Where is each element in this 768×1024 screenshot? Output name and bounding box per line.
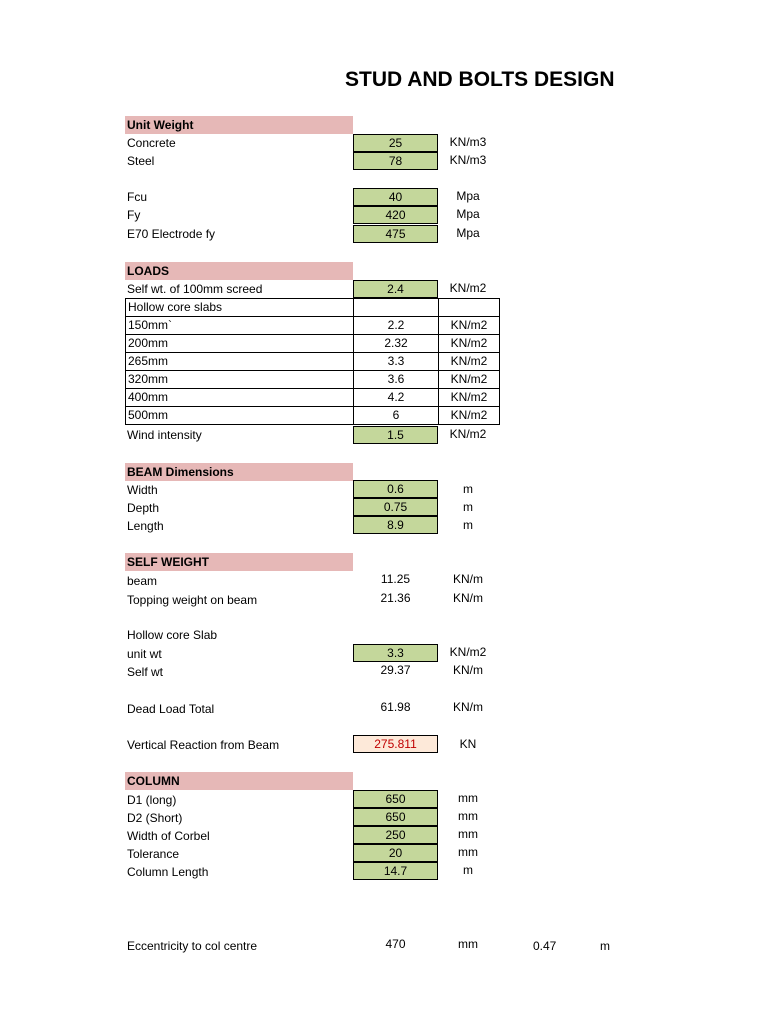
eccentricity-label: Eccentricity to col centre [127,939,258,953]
fcu-value[interactable]: 40 [353,188,438,206]
dead-load-label: Dead Load Total [127,702,215,716]
screed-label: Self wt. of 100mm screed [127,282,263,296]
page-title: STUD AND BOLTS DESIGN [345,68,615,91]
slab-unit: KN/m2 [439,407,500,425]
d2-label: D2 (Short) [127,811,183,825]
eccentricity-unit-m: m [600,939,610,953]
slab-label: 400mm [126,389,354,407]
beam-width-value[interactable]: 0.6 [353,480,438,498]
reaction-value: 275.811 [353,735,438,753]
unit-wt-value[interactable]: 3.3 [353,644,438,662]
dead-load-unit: KN/m [453,700,483,714]
tolerance-label: Tolerance [127,847,180,861]
topping-value: 21.36 [380,591,411,605]
corbel-unit: mm [458,827,478,841]
slab-unit: KN/m2 [439,353,500,371]
screed-value[interactable]: 2.4 [353,280,438,298]
self-wt-unit: KN/m [453,663,483,677]
e70-unit: Mpa [456,226,480,240]
beam-header: BEAM Dimensions [125,463,353,481]
slab-unit: KN/m2 [439,335,500,353]
slab-value[interactable]: 3.3 [354,353,439,371]
slab-value[interactable]: 3.6 [354,371,439,389]
col-length-label: Column Length [127,865,209,879]
screed-unit: KN/m2 [449,281,487,295]
slab-value[interactable]: 2.32 [354,335,439,353]
steel-label: Steel [127,154,155,168]
beam-depth-unit: m [463,500,473,514]
reaction-label: Vertical Reaction from Beam [127,738,280,752]
table-row [126,389,500,407]
concrete-label: Concrete [127,136,176,150]
fy-label: Fy [127,208,141,222]
corbel-value[interactable]: 250 [353,826,438,844]
slab-label: 200mm [126,335,354,353]
beam-width-label: Width [127,483,158,497]
self-wt-value: 29.37 [380,663,411,677]
d2-value[interactable]: 650 [353,808,438,826]
sw-beam-unit: KN/m [453,572,483,586]
hollow-core-slab-label: Hollow core Slab [127,628,218,642]
eccentricity-unit: mm [458,937,478,951]
beam-depth-value[interactable]: 0.75 [353,498,438,516]
topping-label: Topping weight on beam [127,593,258,607]
steel-unit: KN/m3 [449,153,487,167]
reaction-unit: KN [459,737,477,751]
d2-unit: mm [458,809,478,823]
wind-unit: KN/m2 [449,427,487,441]
sw-beam-label: beam [127,574,158,588]
slab-unit: KN/m2 [439,371,500,389]
eccentricity-value: 470 [385,937,406,951]
table-row [126,317,500,335]
unit-wt-label: unit wt [127,647,162,661]
wind-value[interactable]: 1.5 [353,426,438,444]
steel-value[interactable]: 78 [353,152,438,170]
slab-value[interactable]: 6 [354,407,439,425]
wind-label: Wind intensity [127,428,202,442]
beam-length-label: Length [127,519,164,533]
fy-value[interactable]: 420 [353,206,438,224]
d1-value[interactable]: 650 [353,790,438,808]
slab-label: 150mm` [126,317,354,335]
table-row [126,335,500,353]
beam-depth-label: Depth [127,501,160,515]
fy-unit: Mpa [456,207,480,221]
concrete-value[interactable]: 25 [353,134,438,152]
table-row [126,371,500,389]
e70-label: E70 Electrode fy [127,227,216,241]
slab-label: 320mm [126,371,354,389]
beam-length-unit: m [463,518,473,532]
beam-length-value[interactable]: 8.9 [353,516,438,534]
concrete-unit: KN/m3 [449,135,487,149]
sw-beam-value: 11.25 [380,572,411,586]
self-wt-label: Self wt [127,665,164,679]
col-length-value[interactable]: 14.7 [353,862,438,880]
d1-unit: mm [458,791,478,805]
hollow-core-table [125,298,500,425]
self-weight-header: SELF WEIGHT [125,553,353,571]
col-length-unit: m [463,863,473,877]
corbel-label: Width of Corbel [127,829,210,843]
slab-unit: KN/m2 [439,317,500,335]
slab-value[interactable]: 4.2 [354,389,439,407]
topping-unit: KN/m [453,591,483,605]
table-row [126,299,500,317]
table-row [126,353,500,371]
d1-label: D1 (long) [127,793,177,807]
unit-weight-header: Unit Weight [125,116,353,134]
fcu-label: Fcu [127,190,148,204]
hollow-core-label: Hollow core slabs [126,299,354,317]
slab-unit: KN/m2 [439,389,500,407]
slab-value[interactable]: 2.2 [354,317,439,335]
tolerance-value[interactable]: 20 [353,844,438,862]
e70-value[interactable]: 475 [353,225,438,243]
tolerance-unit: mm [458,845,478,859]
table-row [126,407,500,425]
unit-wt-unit: KN/m2 [449,645,487,659]
eccentricity-value-m: 0.47 [533,939,557,953]
column-header: COLUMN [125,772,353,790]
slab-label: 265mm [126,353,354,371]
slab-label: 500mm [126,407,354,425]
beam-width-unit: m [463,482,473,496]
dead-load-value: 61.98 [380,700,411,714]
fcu-unit: Mpa [456,189,480,203]
loads-header: LOADS [125,262,353,280]
